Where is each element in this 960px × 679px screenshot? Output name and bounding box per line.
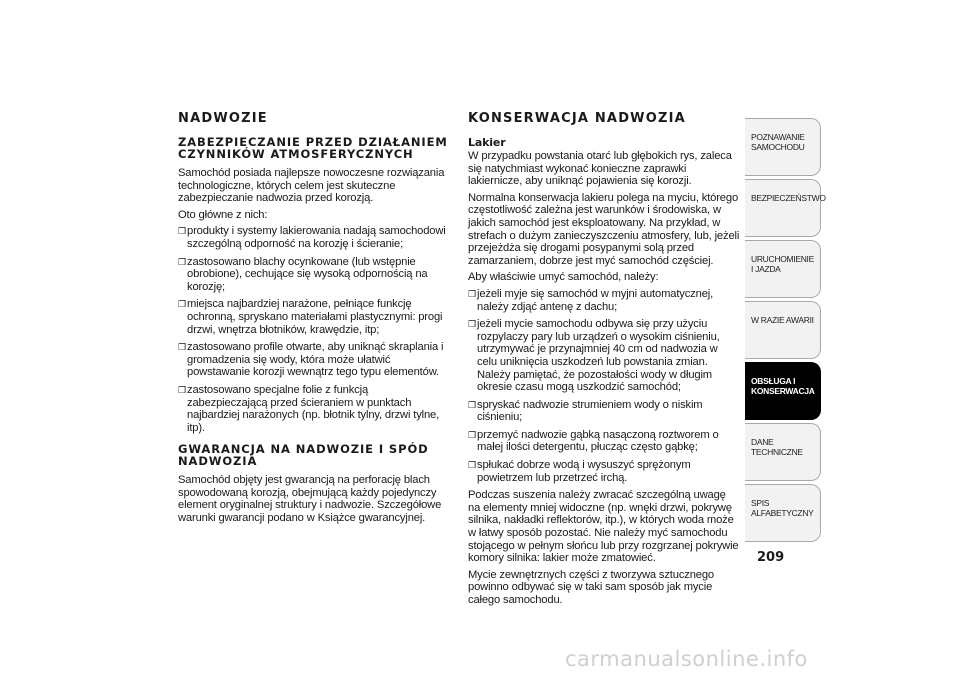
- list-item: ❒ zastosowano specjalne folie z funkcją zabezpieczającą przed ścieraniem w punktach najbardziej narażonych (np. błotnik tylny, drzwi tylne, itp).: [178, 383, 440, 434]
- paragraph: Normalna konserwacja lakieru polega na myciu, którego częstotliwość zależna jest warunków i środowiska, w jakich samochód jest eksploatowany. Na przykład, w strefach o dużym zanieczyszczeniu atmosfery, lub, jeżeli przejeżdża się drogami posypanymi solą przed zamarzaniem, dobrze jest myć samochód częściej.: [468, 191, 740, 267]
- checkbox-bullet-icon: ❒: [178, 342, 186, 353]
- tab-w-razie-awarii[interactable]: W RAZIE AWARII: [745, 301, 821, 359]
- paragraph: Samochód objęty jest gwarancją na perforację blach spowodowaną korozją, obejmującą każdy pojedynczy element oryginalnej struktury i nadwozie. Szczegółowe warunki gwarancji podano w Książce gwarancyjnej.: [178, 474, 442, 525]
- tab-uruchomienie-i-jazda[interactable]: URUCHOMIENIE I JAZDA: [745, 240, 821, 298]
- tab-obsluga-i-konserwacja[interactable]: OBSŁUGA I KONSERWACJA: [745, 362, 821, 420]
- checkbox-bullet-icon: ❒: [468, 288, 476, 299]
- list-item: ❒ przemyć nadwozie gąbką nasączoną roztworem o małej ilości detergentu, płucząc często gąbkę;: [468, 428, 719, 454]
- section-title-konserwacja: KONSERWACJA NADWOZIA: [468, 111, 686, 126]
- heading-warranty: GWARANCJA NA NADWOZIE I SPÓD NADWOZIA: [178, 442, 429, 469]
- tab-bezpieczenstwo[interactable]: BEZPIECZEŃSTWO: [745, 179, 821, 237]
- tab-dane-techniczne[interactable]: DANE TECHNICZNE: [745, 423, 821, 481]
- list-item: ❒ miejsca najbardziej narażone, pełniące funkcję ochronną, spryskano materiałami plastycznymi: progi drzwi, wnętrza błotników, krawędzie, itp;: [178, 298, 443, 336]
- tab-spis-alfabetyczny[interactable]: SPIS ALFABETYCZNY: [745, 484, 821, 542]
- list-item: ❒ jeżeli mycie samochodu odbywa się przy użyciu rozpylaczy pary lub urządzeń o wysokim ciśnieniu, utrzymywać je przynajmniej 40 cm od nadwozia w celu uniknięcia uszkodzeń lub powstania zmian. Należy pamiętać, że pozostałości wody w długim okresie czasu mogą uszkodzić samochód;: [468, 318, 720, 394]
- checkbox-bullet-icon: ❒: [178, 384, 186, 395]
- checkbox-bullet-icon: ❒: [468, 399, 476, 410]
- list-item: ❒ zastosowano profile otwarte, aby uniknąć skraplania i gromadzenia się wody, która może ułatwić powstawanie korozji wewnątrz tego typu elementów.: [178, 341, 444, 379]
- paragraph: W przypadku powstania otarć lub głębokich rys, zaleca się natychmiast wykonać konieczne zaprawki lakiernicze, aby uniknąć pojawienia się korozji.: [468, 150, 732, 188]
- list-item: ❒ zastosowano blachy ocynkowane (lub wstępnie obrobione), cechujące się wysoką odpornością na korozję;: [178, 255, 428, 293]
- chapter-tabs: [745, 118, 826, 545]
- list-item: ❒ spryskać nadwozie strumieniem wody o niskim ciśnieniu;: [468, 398, 703, 424]
- list-item: ❒ jeżeli myje się samochód w myjni automatycznej, należy zdjąć antenę z dachu;: [468, 287, 714, 313]
- paragraph: Samochód posiada najlepsze nowoczesne rozwiązania technologiczne, których celem jest skuteczne zabezpieczanie nadwozia przed korozją.: [178, 167, 445, 205]
- left-column: [178, 112, 450, 529]
- right-column: [468, 112, 740, 611]
- checkbox-bullet-icon: ❒: [468, 429, 476, 440]
- list-item: ❒ spłukać dobrze wodą i wysuszyć sprężonym powietrzem lub przetrzeć irchą.: [468, 459, 691, 484]
- checkbox-bullet-icon: ❒: [178, 226, 186, 237]
- section-title-nadwozie: NADWOZIE: [178, 111, 268, 126]
- paragraph: Mycie zewnętrznych części z tworzywa sztucznego powinno odbywać się w taki sam sposób jak mycie całego samochodu.: [468, 568, 714, 606]
- list-item: ❒ produkty i systemy lakierowania nadają samochodowi szczególną odporność na korozję i ścieranie;: [178, 225, 446, 250]
- checkbox-bullet-icon: ❒: [468, 460, 476, 471]
- checkbox-bullet-icon: ❒: [178, 299, 186, 310]
- subheading-lakier: Lakier: [468, 136, 506, 149]
- paragraph: Podczas suszenia należy zwracać szczególną uwagę na elementy mniej widoczne (np. wnęki drzwi, pokrywę silnika, nakładki reflektorów, itp.), w których woda może w łatwy sposób pozostać. Nie należy myć samochodu stojącego w pełnym słońcu lub przy rozgrzanej pokrywie komory silnika: lakier może zmatowieć.: [468, 489, 739, 565]
- page-number: 209: [757, 550, 785, 565]
- tab-poznawanie-samochodu[interactable]: POZNAWANIE SAMOCHODU: [745, 118, 821, 176]
- bullet-list: [468, 288, 740, 484]
- paragraph: Aby właściwie umyć samochód, należy:: [468, 271, 659, 284]
- checkbox-bullet-icon: ❒: [468, 319, 476, 330]
- heading-corrosion-protection: ZABEZPIECZANIE PRZED DZIAŁANIEM CZYNNIKÓW ATMOSFERYCZNYCH: [178, 135, 448, 161]
- watermark: carmanualsonline.info: [565, 647, 808, 671]
- paragraph: Oto główne z nich:: [178, 208, 268, 221]
- checkbox-bullet-icon: ❒: [178, 256, 186, 267]
- bullet-list: [178, 225, 450, 434]
